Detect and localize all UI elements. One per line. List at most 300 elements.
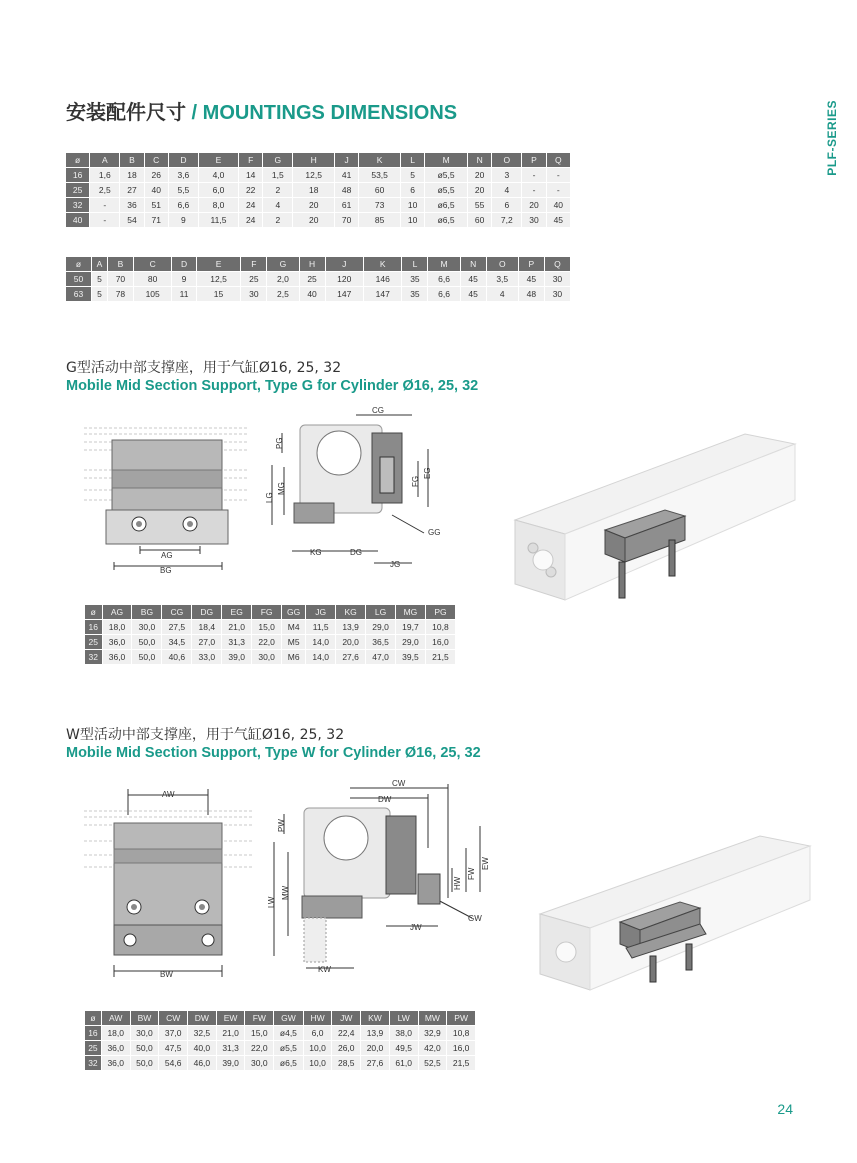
table-cell: 8,0 [199,198,238,212]
page-title-en: MOUNTINGS DIMENSIONS [202,102,458,124]
row-bore-cell: 32 [85,1056,101,1070]
table-cell: 22,0 [245,1041,273,1055]
table-cell: 10,0 [304,1041,332,1055]
dim-label-kw: KW [318,965,331,974]
table-cell: 4 [263,198,292,212]
row-bore-cell: 25 [85,635,102,649]
table-cell: 26,0 [332,1041,360,1055]
table-header-cell: HW [304,1011,332,1025]
table-cell: 9 [172,272,195,286]
table-cell: 15,0 [252,620,281,634]
table-cell: 10,8 [426,620,455,634]
table-cell: 15,0 [245,1026,273,1040]
table-cell: ø4,5 [274,1026,303,1040]
table-cell: 39,0 [222,650,251,664]
table-header-cell: DW [188,1011,216,1025]
table-cell: 14,0 [306,635,335,649]
table-row [85,620,455,634]
table-cell: 30 [545,272,570,286]
w-3d-render-illustration [530,830,820,1000]
table-cell: M5 [282,635,305,649]
table-row [66,287,570,301]
g-side-view-drawing [262,405,452,575]
table-cell: - [522,183,545,197]
table-cell: 20 [522,198,545,212]
dim-label-cw: CW [392,779,406,788]
dim-label-lw: LW [267,896,276,908]
table-cell: 60 [468,213,491,227]
page-number: 24 [777,1101,793,1117]
table-cell: 47,0 [366,650,395,664]
table-cell: 48 [335,183,358,197]
table-cell: 7,2 [492,213,521,227]
table-header-row [66,153,570,167]
table-header-cell: A [92,257,107,271]
table-cell: 41 [335,168,358,182]
table-cell: 20,0 [361,1041,389,1055]
table-row [85,635,455,649]
row-bore-cell: 32 [85,650,102,664]
table-cell: 22,4 [332,1026,360,1040]
table-header-cell: G [267,257,298,271]
table-cell: 2,5 [267,287,298,301]
table-cell: 1,5 [263,168,292,182]
mountings-table-2 [65,256,571,302]
table-cell: 73 [359,198,400,212]
table-cell: 49,5 [390,1041,418,1055]
table-cell: 21,0 [222,620,251,634]
table-header-cell: E [199,153,238,167]
table-header-cell: K [364,257,401,271]
table-cell: 29,0 [366,620,395,634]
table-cell: ø5,5 [425,168,467,182]
row-bore-cell: 25 [66,183,89,197]
table-header-cell: GG [282,605,305,619]
table-cell: 34,5 [162,635,191,649]
row-bore-cell: 40 [66,213,89,227]
table-cell: 3,6 [169,168,198,182]
table-cell: 21,5 [447,1056,475,1070]
table-cell: - [522,168,545,182]
table-cell: 30,0 [131,1026,159,1040]
table-cell: 53,5 [359,168,400,182]
table-cell: 38,0 [390,1026,418,1040]
w-side-view-drawing [262,778,502,983]
table-cell: 16,0 [426,635,455,649]
table-cell: M4 [282,620,305,634]
table-cell: 22,0 [252,635,281,649]
page-title [66,96,457,125]
table-header-cell: PG [426,605,455,619]
table-cell: 14 [239,168,262,182]
table-header-cell: B [120,153,143,167]
dim-label-gg: GG [428,528,441,537]
table-header-cell: AW [102,1011,130,1025]
table-cell: 39,5 [396,650,425,664]
dim-label-gw: GW [468,914,482,923]
table-cell: 26 [145,168,168,182]
table-cell: 5 [401,168,424,182]
table-cell: 27,5 [162,620,191,634]
table-cell: 20 [468,168,491,182]
table-cell: 36 [120,198,143,212]
table-header-cell: MG [396,605,425,619]
table-cell: 2,5 [90,183,119,197]
table-header-cell: D [169,153,198,167]
table-cell: 85 [359,213,400,227]
table-cell: 48 [519,287,544,301]
table-header-cell: O [492,153,521,167]
table-row [85,1056,475,1070]
table-row [85,1026,475,1040]
dim-label-jw: JW [410,923,422,932]
table-cell: 16,0 [447,1041,475,1055]
table-header-cell: B [108,257,133,271]
table-cell: 61 [335,198,358,212]
table-header-row [85,1011,475,1025]
table-header-cell: FW [245,1011,273,1025]
dim-label-ew: EW [481,857,490,870]
row-bore-cell: 16 [85,1026,101,1040]
table-cell: 10,8 [447,1026,475,1040]
table-cell: 13,9 [336,620,365,634]
table-header-cell: CG [162,605,191,619]
section-w-title-cn: W型活动中部支撑座，用于气缸Ø16, 25, 32 [66,727,345,743]
table-header-cell: G [263,153,292,167]
table-cell: 78 [108,287,133,301]
w-front-view-drawing [84,785,259,985]
table-header-cell: JG [306,605,335,619]
table-cell: 36,0 [102,1041,130,1055]
table-cell: 20 [293,213,334,227]
table-cell: 18 [293,183,334,197]
table-cell: 27,6 [336,650,365,664]
table-header-cell: ø [66,153,89,167]
dim-label-pg: PG [275,437,284,449]
table-cell: 35 [402,287,427,301]
table-cell: 10 [401,198,424,212]
table-cell: 46,0 [188,1056,216,1070]
table-cell: 15 [197,287,241,301]
table-header-cell: AG [103,605,132,619]
table-cell: 40,6 [162,650,191,664]
table-cell: 45 [461,287,486,301]
table-cell: 50,0 [132,635,161,649]
table-cell: 45 [519,272,544,286]
table-header-cell: Q [547,153,570,167]
dim-label-dg: DG [350,548,362,557]
table-cell: 36,0 [103,635,132,649]
table-cell: 11,5 [306,620,335,634]
table-header-cell: J [326,257,363,271]
table-cell: 18,0 [103,620,132,634]
table-header-cell: KG [336,605,365,619]
table-cell: 36,0 [102,1056,130,1070]
table-cell: 30 [522,213,545,227]
table-cell: 20 [293,198,334,212]
table-cell: 2 [263,213,292,227]
table-cell: 2 [263,183,292,197]
table-cell: 35 [402,272,427,286]
table-cell: 19,7 [396,620,425,634]
table-cell: 9 [169,213,198,227]
dim-label-hw: HW [453,876,462,890]
table-cell: 18,0 [102,1026,130,1040]
row-bore-cell: 16 [85,620,102,634]
table-cell: 2,0 [267,272,298,286]
table-cell: 36,0 [103,650,132,664]
table-cell: 22 [239,183,262,197]
table-cell: 54,6 [159,1056,187,1070]
dim-label-lg: LG [265,492,274,503]
table-cell: - [90,198,119,212]
table-cell: ø6,5 [425,198,467,212]
table-header-cell: DG [192,605,221,619]
table-cell: 30,0 [132,620,161,634]
table-header-cell: L [401,153,424,167]
dim-label-kg: KG [310,548,322,557]
table-cell: 50,0 [132,650,161,664]
table-cell: 11,5 [199,213,238,227]
table-cell: 39,0 [217,1056,245,1070]
mountings-table-1 [65,152,571,228]
table-header-cell: J [335,153,358,167]
table-header-cell: JW [332,1011,360,1025]
table-cell: 120 [326,272,363,286]
table-cell: 27,0 [192,635,221,649]
table-header-row [66,257,570,271]
row-bore-cell: 50 [66,272,91,286]
table-header-cell: ø [85,605,102,619]
page-title-cn: 安装配件尺寸 [66,100,186,124]
table-cell: 146 [364,272,401,286]
type-g-dimensions-table [84,604,456,665]
table-cell: 12,5 [197,272,241,286]
table-header-cell: KW [361,1011,389,1025]
table-cell: 147 [364,287,401,301]
table-cell: 33,0 [192,650,221,664]
table-cell: 11 [172,287,195,301]
table-header-cell: N [461,257,486,271]
table-cell: 80 [134,272,171,286]
table-cell: ø6,5 [425,213,467,227]
table-cell: - [90,213,119,227]
table-cell: 70 [335,213,358,227]
table-cell: 4 [487,287,518,301]
table-cell: 36,5 [366,635,395,649]
table-cell: 14,0 [306,650,335,664]
dim-label-aw: AW [162,790,175,799]
table-cell: 50,0 [131,1056,159,1070]
table-header-cell: EW [217,1011,245,1025]
table-cell: 32,9 [419,1026,447,1040]
table-header-cell: N [468,153,491,167]
row-bore-cell: 32 [66,198,89,212]
table-cell: 37,0 [159,1026,187,1040]
table-cell: 5,5 [169,183,198,197]
table-cell: 30,0 [252,650,281,664]
table-cell: 13,9 [361,1026,389,1040]
table-header-row [85,605,455,619]
table-header-cell: ø [66,257,91,271]
table-header-cell: D [172,257,195,271]
table-header-cell: O [487,257,518,271]
table-cell: 24 [239,213,262,227]
table-cell: ø6,5 [274,1056,303,1070]
table-cell: 52,5 [419,1056,447,1070]
table-row [66,198,570,212]
table-cell: 20 [468,183,491,197]
table-cell: 18,4 [192,620,221,634]
table-cell: 4,0 [199,168,238,182]
table-cell: 40,0 [188,1041,216,1055]
dim-label-fw: FW [467,867,476,880]
table-cell: 6,6 [169,198,198,212]
table-header-cell: H [300,257,325,271]
dim-label-bg: BG [160,566,172,575]
table-cell: 31,3 [217,1041,245,1055]
table-header-cell: F [239,153,262,167]
table-cell: 6,0 [199,183,238,197]
table-cell: M6 [282,650,305,664]
table-header-cell: P [522,153,545,167]
table-row [85,650,455,664]
table-cell: 60 [359,183,400,197]
table-header-cell: MW [419,1011,447,1025]
table-row [66,168,570,182]
table-cell: 45 [547,213,570,227]
table-header-cell: K [359,153,400,167]
table-cell: 5 [92,287,107,301]
table-cell: 30,0 [245,1056,273,1070]
table-cell: 1,6 [90,168,119,182]
table-header-cell: P [519,257,544,271]
table-cell: 25 [300,272,325,286]
table-row [66,272,570,286]
series-side-label: PLF-SERIES [825,100,839,176]
table-header-cell: LG [366,605,395,619]
table-cell: 30 [545,287,570,301]
section-g-title-en: Mobile Mid Section Support, Type G for Cylinder Ø16, 25, 32 [66,378,479,394]
table-cell: - [547,183,570,197]
table-cell: 29,0 [396,635,425,649]
table-cell: 55 [468,198,491,212]
table-cell: 40 [547,198,570,212]
table-cell: 30 [241,287,266,301]
type-w-dimensions-table [84,1010,476,1071]
table-cell: 28,5 [332,1056,360,1070]
dim-label-cg: CG [372,406,384,415]
table-header-cell: A [90,153,119,167]
dim-label-ag: AG [161,551,173,560]
table-header-cell: BW [131,1011,159,1025]
table-header-cell: C [145,153,168,167]
table-header-cell: E [197,257,241,271]
table-header-cell: GW [274,1011,303,1025]
table-cell: 71 [145,213,168,227]
table-cell: 25 [241,272,266,286]
table-row [66,213,570,227]
table-row [85,1041,475,1055]
table-cell: 51 [145,198,168,212]
dim-label-dw: DW [378,795,392,804]
table-cell: 18 [120,168,143,182]
g-front-view-drawing [84,420,254,580]
table-cell: 5 [92,272,107,286]
table-header-cell: PW [447,1011,475,1025]
dim-label-jg: JG [390,560,401,569]
table-header-cell: C [134,257,171,271]
table-cell: 147 [326,287,363,301]
row-bore-cell: 63 [66,287,91,301]
table-cell: 70 [108,272,133,286]
table-cell: 12,5 [293,168,334,182]
table-header-cell: LW [390,1011,418,1025]
table-cell: ø5,5 [274,1041,303,1055]
table-cell: 47,5 [159,1041,187,1055]
table-cell: 61,0 [390,1056,418,1070]
table-cell: 21,0 [217,1026,245,1040]
table-cell: 4 [492,183,521,197]
table-cell: 31,3 [222,635,251,649]
table-cell: - [547,168,570,182]
page-title-separator: / [186,102,203,124]
dim-label-fg: FG [411,475,420,487]
table-cell: 6,6 [428,272,459,286]
table-cell: ø5,5 [425,183,467,197]
dim-label-mg: MG [277,482,286,495]
table-cell: 6 [401,183,424,197]
table-header-cell: M [425,153,467,167]
table-cell: 45 [461,272,486,286]
table-header-cell: CW [159,1011,187,1025]
table-cell: 40 [300,287,325,301]
table-cell: 105 [134,287,171,301]
table-header-cell: L [402,257,427,271]
table-cell: 42,0 [419,1041,447,1055]
table-cell: 27 [120,183,143,197]
table-cell: 40 [145,183,168,197]
table-header-cell: ø [85,1011,101,1025]
table-cell: 6 [492,198,521,212]
dim-label-mw: MW [281,885,290,900]
table-cell: 54 [120,213,143,227]
table-row [66,183,570,197]
table-cell: 27,6 [361,1056,389,1070]
table-cell: 3 [492,168,521,182]
row-bore-cell: 25 [85,1041,101,1055]
table-header-cell: Q [545,257,570,271]
table-cell: 50,0 [131,1041,159,1055]
table-header-cell: F [241,257,266,271]
row-bore-cell: 16 [66,168,89,182]
table-cell: 3,5 [487,272,518,286]
table-cell: 32,5 [188,1026,216,1040]
table-header-cell: BG [132,605,161,619]
dim-label-eg: EG [423,467,432,479]
table-header-cell: H [293,153,334,167]
dim-label-pw: PW [277,819,286,832]
table-cell: 10 [401,213,424,227]
section-g-title-cn: G型活动中部支撑座，用于气缸Ø16, 25, 32 [66,360,342,376]
dim-label-bw: BW [160,970,173,979]
table-cell: 21,5 [426,650,455,664]
table-cell: 10,0 [304,1056,332,1070]
table-cell: 24 [239,198,262,212]
section-w-title-en: Mobile Mid Section Support, Type W for Cylinder Ø16, 25, 32 [66,745,481,761]
table-header-cell: EG [222,605,251,619]
g-3d-render-illustration [505,430,805,610]
